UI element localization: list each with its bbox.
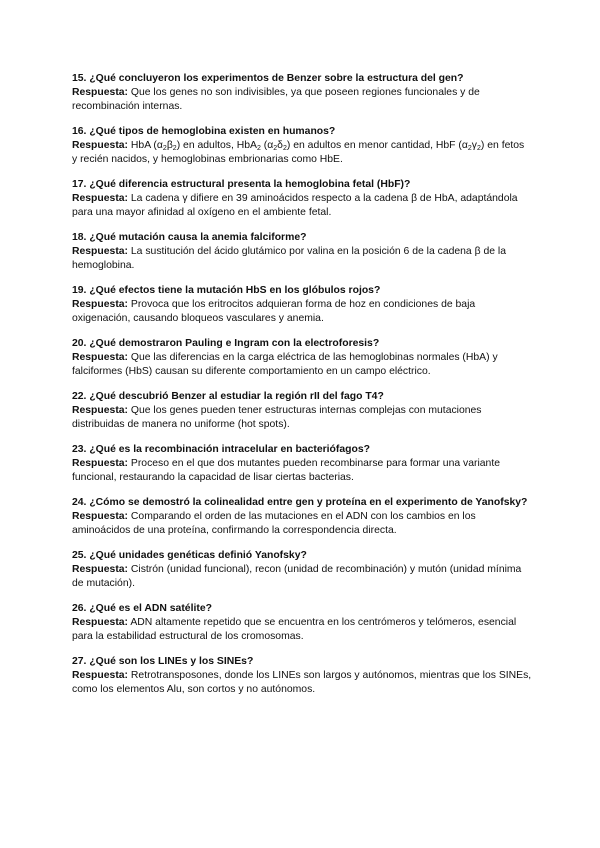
answer-paragraph xyxy=(72,245,532,273)
subscript: 2 xyxy=(467,145,472,152)
answer-text-run: γ xyxy=(471,140,477,151)
qa-item xyxy=(72,231,532,273)
answer-paragraph xyxy=(72,616,532,644)
answer-label: Respuesta: xyxy=(72,405,129,416)
question-heading: 22. ¿Qué descubrió Benzer al estudiar la región rII del fago T4? xyxy=(72,391,384,402)
answer-label: Respuesta: xyxy=(72,246,129,257)
qa-item xyxy=(72,178,532,220)
subscript: 2 xyxy=(282,145,287,152)
answer-label: Respuesta: xyxy=(72,458,129,469)
question-heading: 20. ¿Qué demostraron Pauling e Ingram con la electroforesis? xyxy=(72,338,380,349)
answer-label: Respuesta: xyxy=(72,299,129,310)
answer-text-run: ) en adultos, HbA xyxy=(176,140,257,151)
qa-item xyxy=(72,284,532,326)
answer-text: Provoca que los eritrocitos adquieran forma de hoz en condiciones de baja oxigenación, causando bloqueos vasculares y anemia. xyxy=(72,299,476,324)
answer-text: La sustitución del ácido glutámico por valina en la posición 6 de la cadena β de la hemoglobina. xyxy=(72,246,506,271)
answer-text: Cistrón (unidad funcional), recon (unidad de recombinación) y mutón (unidad mínima de mutación). xyxy=(72,564,522,589)
answer-paragraph xyxy=(72,139,532,167)
subscript: 2 xyxy=(273,145,278,152)
qa-item xyxy=(72,549,532,591)
answer-paragraph xyxy=(72,192,532,220)
answer-label: Respuesta: xyxy=(72,564,129,575)
answer-paragraph xyxy=(72,404,532,432)
answer-label: Respuesta: xyxy=(72,193,129,204)
subscript: 2 xyxy=(172,145,177,152)
answer-label: Respuesta: xyxy=(72,670,129,681)
answer-label: Respuesta: xyxy=(72,87,129,98)
question-heading: 23. ¿Qué es la recombinación intracelular en bacteriófagos? xyxy=(72,444,370,455)
qa-item xyxy=(72,125,532,167)
answer-paragraph xyxy=(72,563,532,591)
question-heading: 19. ¿Qué efectos tiene la mutación HbS en los glóbulos rojos? xyxy=(72,285,381,296)
answer-text: ADN altamente repetido que se encuentra en los centrómeros y telómeros, esencial para la estabilidad estructural de los cromosomas. xyxy=(72,617,517,642)
answer-label: Respuesta: xyxy=(72,140,129,151)
answer-text: Retrotransposones, donde los LINEs son largos y autónomos, mientras que los SINEs, como los elementos Alu, son cortos y no autónomos. xyxy=(72,670,532,695)
answer-text-run: ) en fetos y recién nacidos, y hemoglobinas embrionarias como HbE. xyxy=(72,140,525,165)
answer-label: Respuesta: xyxy=(72,511,129,522)
answer-label: Respuesta: xyxy=(72,352,129,363)
question-heading: 18. ¿Qué mutación causa la anemia falciforme? xyxy=(72,232,307,243)
answer-text xyxy=(72,140,524,165)
subscript: 2 xyxy=(477,145,481,152)
document-page xyxy=(72,72,532,708)
question-heading: 25. ¿Qué unidades genéticas definió Yanofsky? xyxy=(72,550,307,561)
subscript: 2 xyxy=(162,145,167,152)
question-heading: 24. ¿Cómo se demostró la colinealidad entre gen y proteína en el experimento de Yanofsky? xyxy=(72,497,528,508)
answer-paragraph xyxy=(72,351,532,379)
answer-text-run: (α xyxy=(260,140,274,151)
qa-item xyxy=(72,655,532,697)
answer-text: Que las diferencias en la carga eléctrica de las hemoglobinas normales (HbA) y falciformes (HbS) causan su diferente comportamiento en un campo eléctrico. xyxy=(72,352,498,377)
answer-paragraph xyxy=(72,298,532,326)
answer-paragraph xyxy=(72,510,532,538)
answer-text: Que los genes pueden tener estructuras internas complejas con mutaciones distribuidas de manera no uniforme (hot spots). xyxy=(72,405,482,430)
question-heading: 15. ¿Qué concluyeron los experimentos de Benzer sobre la estructura del gen? xyxy=(72,73,464,84)
answer-text-run: HbA (α xyxy=(130,140,163,151)
qa-item xyxy=(72,602,532,644)
qa-item xyxy=(72,72,532,114)
answer-paragraph xyxy=(72,457,532,485)
question-heading: 16. ¿Qué tipos de hemoglobina existen en humanos? xyxy=(72,126,336,137)
answer-paragraph xyxy=(72,669,532,697)
qa-item xyxy=(72,337,532,379)
answer-text: Proceso en el que dos mutantes pueden recombinarse para formar una variante funcional, restaurando la capacidad de lisar ciertas bacterias. xyxy=(72,458,500,483)
answer-text: Que los genes no son indivisibles, ya que poseen regiones funcionales y de recombinación internas. xyxy=(72,87,480,112)
qa-item xyxy=(72,390,532,432)
subscript: 2 xyxy=(257,145,261,152)
answer-text: La cadena γ difiere en 39 aminoácidos respecto a la cadena β de HbA, adaptándola para una mayor afinidad al oxígeno en el ambiente fetal. xyxy=(72,193,518,218)
answer-label: Respuesta: xyxy=(72,617,129,628)
answer-text: Comparando el orden de las mutaciones en el ADN con los cambios en los aminoácidos de una proteína, confirmando la correspondencia directa. xyxy=(72,511,476,536)
question-heading: 27. ¿Qué son los LINEs y los SINEs? xyxy=(72,656,254,667)
answer-text-run: ) en adultos en menor cantidad, HbF (α xyxy=(286,140,468,151)
question-heading: 26. ¿Qué es el ADN satélite? xyxy=(72,603,212,614)
question-heading: 17. ¿Qué diferencia estructural presenta la hemoglobina fetal (HbF)? xyxy=(72,179,411,190)
answer-paragraph xyxy=(72,86,532,114)
qa-item xyxy=(72,496,532,538)
qa-item xyxy=(72,443,532,485)
answer-text-run: β xyxy=(166,140,173,151)
answer-text-run: δ xyxy=(277,140,283,151)
